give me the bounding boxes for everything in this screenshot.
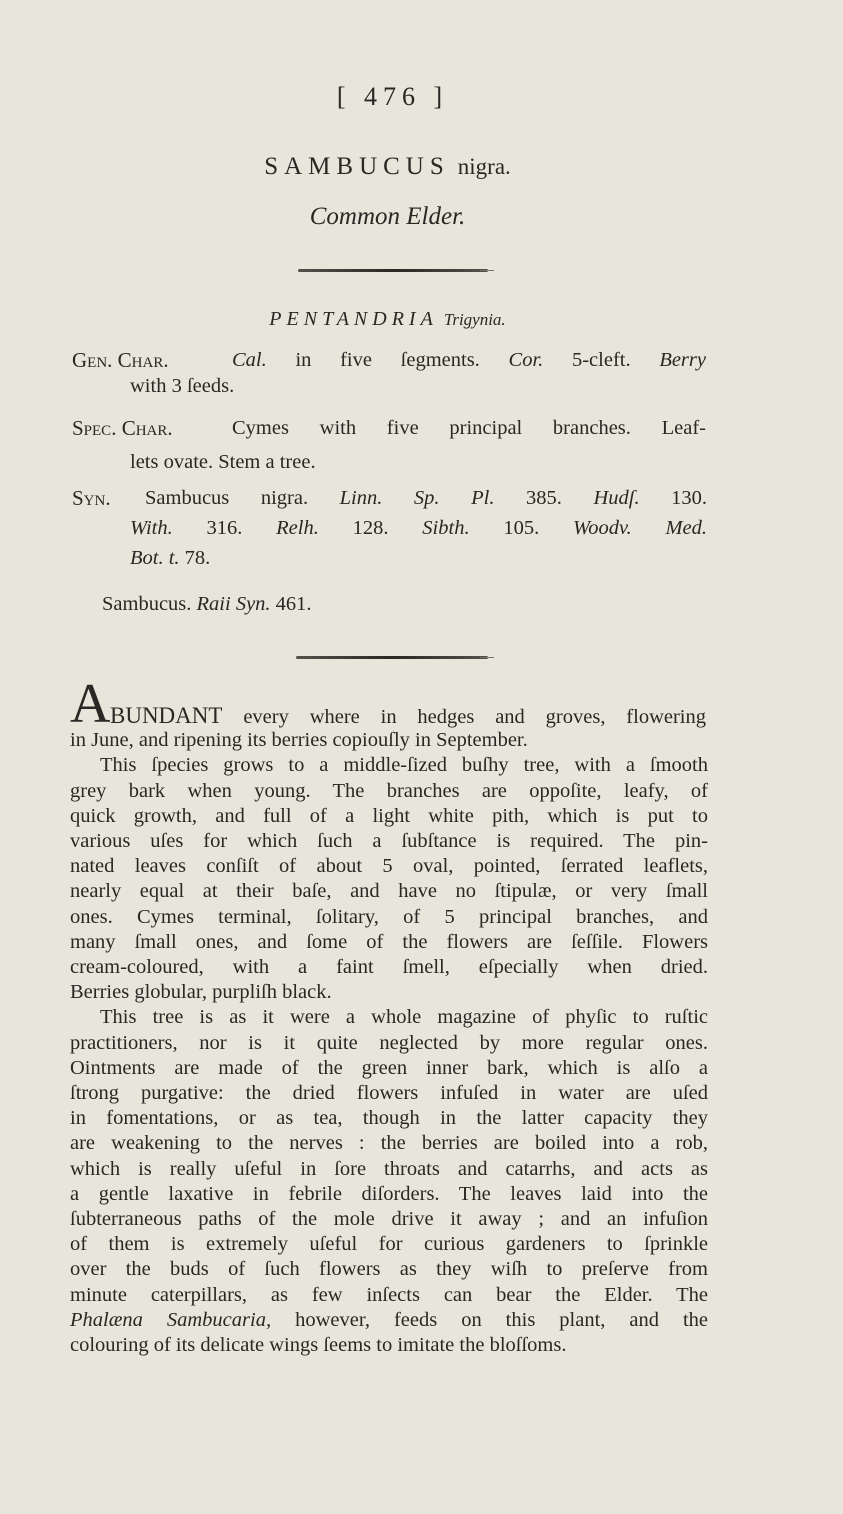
text-segment: Ointments are made of the green inner bark, which is alſo a <box>70 1056 708 1079</box>
text-line <box>70 728 708 753</box>
text-line <box>70 980 708 1005</box>
common-name: Common Elder. <box>309 203 466 230</box>
genus-name: SAMBUCUS <box>264 153 450 180</box>
page-number: [ 476 ] <box>336 82 449 111</box>
italic-citation: Woodv. Med. <box>573 517 707 539</box>
text-segment: Sambucus. <box>102 593 197 615</box>
text-line <box>70 1257 708 1282</box>
italic-citation: Cor. <box>508 349 544 371</box>
text-line <box>70 829 708 854</box>
text-segment: 130. <box>639 487 708 509</box>
text-line <box>232 416 706 441</box>
italic-citation: Bot. t. <box>130 547 180 569</box>
text-segment: colouring of its delicate wings ſeems to imitate the bloſſoms. <box>70 1334 567 1356</box>
text-segment: 105. <box>469 517 574 539</box>
text-line <box>70 1056 708 1081</box>
text-segment: cream-coloured, with a faint ſmell, eſpecially when dried. <box>70 956 708 978</box>
text-line <box>130 374 630 399</box>
text-segment: 316. <box>172 517 277 539</box>
text-segment: are weakening to the nerves : the berries are boiled into a rob, <box>70 1132 708 1155</box>
text-segment: with 3 ſeeds. <box>130 375 235 397</box>
species-name: nigra. <box>457 154 511 179</box>
spec-char-label: Spec. Char. <box>72 416 173 440</box>
text-segment: quick growth, and full of a light white pith, which is put to <box>70 804 708 827</box>
first-word: BUNDANT <box>110 703 223 728</box>
text-segment: 385. <box>494 487 594 509</box>
text-line <box>70 1106 708 1131</box>
page-title <box>0 153 775 181</box>
text-segment: nearly equal at their baſe, and have no ſtipulæ, or very ſmall <box>70 880 708 903</box>
italic-citation: Relh. <box>276 517 319 539</box>
text-line <box>70 1081 708 1106</box>
text-line <box>70 1157 708 1182</box>
text-segment: in five ſegments. <box>266 349 509 371</box>
text-line <box>70 1308 708 1333</box>
text-segment: Sambucus nigra. <box>145 487 340 509</box>
text-segment: every where in hedges and groves, flowering <box>243 706 706 728</box>
text-segment: of them is extremely uſeful for curious gardeners to ſprinkle <box>70 1233 708 1256</box>
text-line <box>70 955 708 980</box>
text-segment: nated leaves conſiſt of about 5 oval, pointed, ſerrated leaflets, <box>70 855 708 878</box>
text-line <box>70 804 708 829</box>
text-line <box>130 516 707 541</box>
text-line <box>130 546 630 571</box>
class-name: PENTANDRIA <box>269 308 438 330</box>
text-segment: Cymes with five principal branches. Leaf- <box>232 417 706 439</box>
text-segment: 461. <box>270 593 312 615</box>
italic-citation: Sibth. <box>422 517 470 539</box>
text-line <box>232 348 706 373</box>
italic-citation: Berry <box>659 349 706 371</box>
text-segment: however, feeds on this plant, and the <box>271 1308 709 1331</box>
text-line <box>70 1182 708 1207</box>
divider-rule <box>296 656 488 659</box>
text-line <box>130 450 630 475</box>
text-line <box>70 1131 708 1156</box>
gen-char-label: Gen. Char. <box>72 348 169 372</box>
text-segment: minute caterpillars, as few inſects can bear the Elder. The <box>70 1283 708 1306</box>
text-line <box>70 854 708 879</box>
text-line <box>145 486 707 511</box>
text-segment: in fomentations, or as tea, though in the latter capacity they <box>70 1107 708 1130</box>
text-segment: in June, and ripening its berries copiouſly in September. <box>70 729 528 752</box>
italic-citation: Phalæna Sambucaria, <box>70 1308 272 1331</box>
text-segment: ones. Cymes terminal, ſolitary, of 5 principal branches, and <box>70 905 708 928</box>
text-line <box>110 703 706 730</box>
drop-cap: A <box>70 673 111 735</box>
text-line <box>70 1031 708 1056</box>
italic-citation: Linn. Sp. Pl. <box>339 487 495 509</box>
text-segment: grey bark when young. The branches are oppoſite, leafy, of <box>70 779 708 802</box>
text-segment: various uſes for which ſuch a ſubſtance is required. The pin- <box>70 830 708 852</box>
text-segment: This tree is as it were a whole magazine of phyſic to ruſtic <box>100 1006 708 1029</box>
text-line <box>100 753 708 778</box>
text-segment: 128. <box>318 517 423 539</box>
text-segment: over the buds of ſuch flowers as they wiſh to preſerve from <box>70 1258 708 1281</box>
italic-citation: With. <box>130 517 173 539</box>
text-line <box>70 905 708 930</box>
text-line <box>100 1005 708 1030</box>
order-name: Trigynia. <box>443 310 506 329</box>
italic-citation: Raii Syn. <box>196 593 271 615</box>
text-segment: a gentle laxative in febrile diſorders. The leaves laid into the <box>70 1182 708 1205</box>
divider-rule <box>298 269 488 272</box>
text-segment: Berries globular, purpliſh black. <box>70 981 332 1004</box>
text-line <box>70 1283 708 1308</box>
text-segment: practitioners, nor is it quite neglected by more regular ones. <box>70 1031 708 1054</box>
text-line <box>70 1232 708 1257</box>
text-line <box>70 879 708 904</box>
text-segment: ſtrong purgative: the dried flowers infuſed in water are uſed <box>70 1082 708 1104</box>
text-line <box>70 930 708 955</box>
text-segment: This ſpecies grows to a middle-ſized buſhy tree, with a ſmooth <box>100 754 708 777</box>
text-line <box>70 1333 708 1358</box>
italic-citation: Cal. <box>232 349 267 371</box>
italic-citation: Hudſ. <box>593 487 640 509</box>
text-line <box>70 779 708 804</box>
syn-label: Syn. <box>72 486 111 510</box>
text-segment: many ſmall ones, and ſome of the flowers are ſeſſile. Flowers <box>70 930 708 953</box>
text-segment: 5-cleft. <box>543 349 660 371</box>
first-word-wrap <box>110 703 243 728</box>
text-segment: ſubterraneous paths of the mole drive it away ; and an infuſion <box>70 1208 708 1230</box>
text-segment: lets ovate. Stem a tree. <box>130 451 316 473</box>
text-line <box>70 1207 708 1232</box>
text-segment: which is really uſeful in ſore throats and catarrhs, and acts as <box>70 1157 708 1180</box>
text-segment: 78. <box>179 547 211 569</box>
linnaean-classification <box>0 308 775 331</box>
text-line <box>102 592 602 617</box>
